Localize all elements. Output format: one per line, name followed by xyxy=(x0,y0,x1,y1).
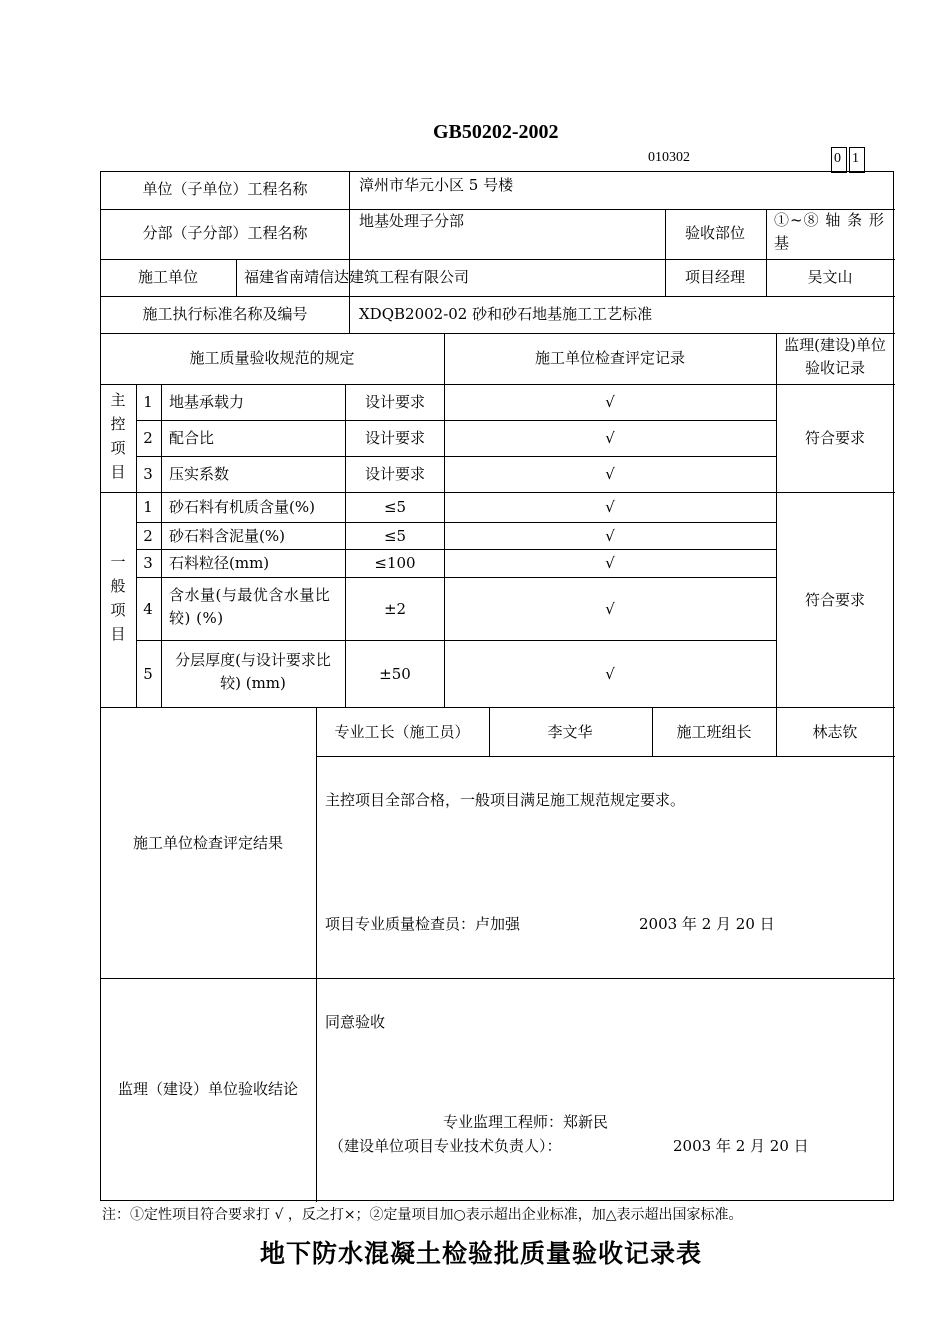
foreman-label: 专业工长（施工员） xyxy=(334,723,470,741)
general-item-check: √ xyxy=(605,527,615,545)
footnote: 注：①定性项目符合要求打 √ ，反之打×；②定量项目加○表示超出企业标准，加△表示超出国家标准。 xyxy=(102,1207,743,1223)
supervisor-conclusion: 同意验收 xyxy=(325,1013,386,1031)
main-item-requirement: 设计要求 xyxy=(364,465,426,483)
main-items-group-label: 主 控 项 目 xyxy=(110,391,126,481)
acceptance-record-table xyxy=(100,171,894,1201)
contractor-conclusion: 主控项目全部合格，一般项目满足施工规范规定要求。 xyxy=(325,791,686,809)
form-code: 010302 xyxy=(648,150,690,165)
standard-label: 施工执行标准名称及编号 xyxy=(142,305,308,323)
general-item-requirement: ≤100 xyxy=(374,554,416,572)
general-item-requirement: ≤5 xyxy=(383,498,407,516)
main-item-requirement: 设计要求 xyxy=(364,393,426,411)
general-item-no: 2 xyxy=(143,527,153,545)
acceptance-part-value: ①~⑧ 轴 条 形基 xyxy=(774,211,885,253)
supervising-engineer: 专业监理工程师：郑新民 xyxy=(443,1113,609,1131)
general-item-check: √ xyxy=(605,600,615,618)
general-item-name: 分层厚度(与设计要求比较) (mm) xyxy=(175,651,331,693)
general-item-no: 5 xyxy=(143,665,153,683)
supervisor-record-header: 监理(建设)单位验收记录 xyxy=(784,336,886,378)
general-item-check: √ xyxy=(605,498,615,516)
general-item-name: 石料粒径(mm) xyxy=(169,554,270,572)
serial-box-1: 0 xyxy=(831,147,847,173)
team-leader-name: 林志钦 xyxy=(812,723,858,741)
general-item-requirement: ±2 xyxy=(383,600,407,618)
general-item-no: 1 xyxy=(143,498,153,516)
acceptance-part-label: 验收部位 xyxy=(684,224,746,242)
general-item-requirement: ≤5 xyxy=(383,527,407,545)
general-items-group-label: 一 般 项 目 xyxy=(110,553,126,643)
supervisor-date: 2003 年 2 月 20 日 xyxy=(673,1137,809,1155)
general-item-check: √ xyxy=(605,554,615,572)
general-item-check: √ xyxy=(605,665,615,683)
main-item-name: 地基承载力 xyxy=(169,393,245,411)
contractor-value: 福建省南靖信达建筑工程有限公司 xyxy=(244,268,470,286)
main-item-check: √ xyxy=(605,429,615,447)
main-items-supervisor-result: 符合要求 xyxy=(804,429,866,447)
main-item-no: 1 xyxy=(143,393,153,411)
next-form-title: 地下防水混凝土检验批质量验收记录表 xyxy=(260,1239,703,1268)
standard-value: XDQB2002-02 砂和砂石地基施工工艺标准 xyxy=(359,305,653,323)
sub-project-label: 分部（子分部）工程名称 xyxy=(142,224,308,242)
main-item-name: 配合比 xyxy=(169,429,215,447)
serial-box-2: 1 xyxy=(849,147,865,173)
general-items-supervisor-result: 符合要求 xyxy=(804,591,866,609)
main-item-check: √ xyxy=(605,465,615,483)
contractor-record-header: 施工单位检查评定记录 xyxy=(534,349,686,367)
team-leader-label: 施工班组长 xyxy=(676,723,752,741)
main-item-name: 压实系数 xyxy=(169,465,230,483)
supervisor-section-label: 监理（建设）单位验收结论 xyxy=(117,1080,299,1098)
quality-inspector: 项目专业质量检查员：卢加强 xyxy=(325,915,521,933)
unit-project-label: 单位（子单位）工程名称 xyxy=(142,180,308,198)
main-item-check: √ xyxy=(605,393,615,411)
spec-header: 施工质量验收规范的规定 xyxy=(189,349,355,367)
project-manager-value: 吴文山 xyxy=(807,268,853,286)
main-item-no: 2 xyxy=(143,429,153,447)
contractor-section-label: 施工单位检查评定结果 xyxy=(132,834,284,852)
general-item-requirement: ±50 xyxy=(379,665,411,683)
general-item-name: 含水量(与最优含水量比较) (%) xyxy=(169,586,331,628)
general-item-name: 砂石料含泥量(%) xyxy=(169,527,285,545)
project-manager-label: 项目经理 xyxy=(684,268,746,286)
contractor-date: 2003 年 2 月 20 日 xyxy=(639,915,775,933)
unit-project-value: 漳州市华元小区 5 号楼 xyxy=(359,176,514,194)
general-item-no: 4 xyxy=(143,600,153,618)
general-item-no: 3 xyxy=(143,554,153,572)
contractor-label: 施工单位 xyxy=(137,268,199,286)
main-item-requirement: 设计要求 xyxy=(364,429,426,447)
standard-code: GB50202-2002 xyxy=(433,121,559,143)
general-item-name: 砂石料有机质含量(%) xyxy=(169,498,315,516)
sub-project-value: 地基处理子分部 xyxy=(359,212,465,230)
owner-representative: （建设单位项目专业技术负责人）： xyxy=(329,1137,562,1155)
foreman-name: 李文华 xyxy=(547,723,593,741)
main-item-no: 3 xyxy=(143,465,153,483)
